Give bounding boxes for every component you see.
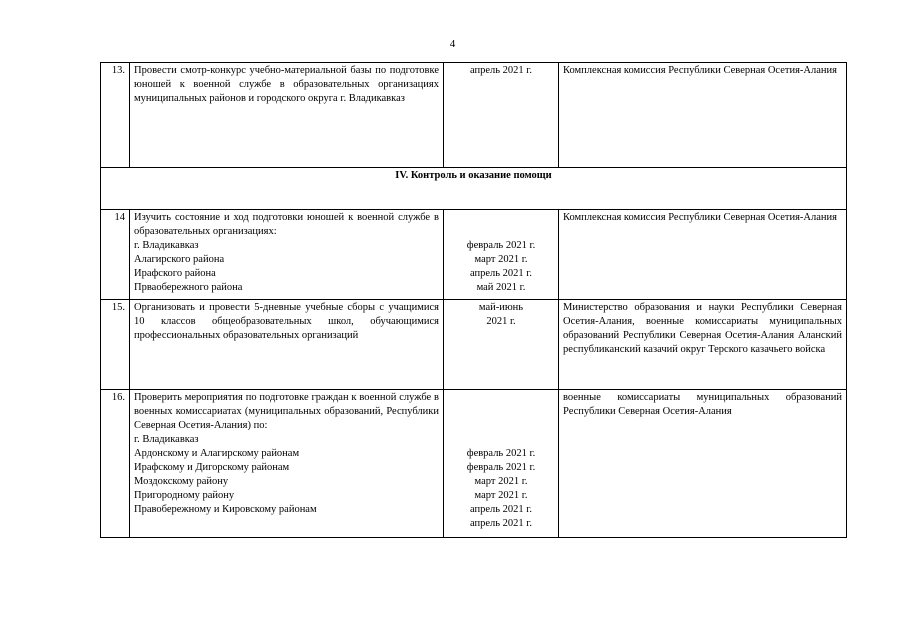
table-row-14	[101, 210, 847, 300]
page-number: 4	[449, 38, 456, 50]
date-cell	[444, 300, 559, 390]
date-item: апрель 2021 г.	[469, 268, 533, 279]
date-item: февраль 2021 г.	[466, 240, 536, 251]
date-item: апрель 2021 г.	[469, 518, 533, 529]
place-item: Ирафского района	[134, 268, 216, 279]
task-cell	[130, 390, 444, 538]
place-item: Ардонскому и Алагирскому районам	[134, 448, 300, 459]
date-cell	[444, 210, 559, 300]
task-text: Провести смотр-конкурс учебно-материальной базы по подготовке юношей к военной службе в образовательных организациях муниципальных районов и городского округа г. Владикавказ	[130, 63, 444, 168]
task-intro: Изучить состояние и ход подготовки юношей к военной службе в образовательных организациях:	[134, 212, 439, 237]
date-item: март 2021 г.	[474, 254, 528, 265]
table-row-15	[101, 300, 847, 390]
task-intro: Проверить мероприятия по подготовке граждан к военной службе в военных комиссариатах (муниципальных образований, Республики Северная Осетия-Алания) по:	[134, 392, 439, 431]
place-item: г. Владикавказ	[134, 434, 199, 445]
plan-table	[100, 62, 847, 538]
date-item: май 2021 г.	[476, 282, 526, 293]
table-row-13	[101, 63, 847, 168]
date-item: апрель 2021 г.	[469, 504, 533, 515]
date-item: 2021 г.	[486, 316, 516, 327]
place-item: г. Владикавказ	[134, 240, 199, 251]
date-text: апрель 2021 г.	[444, 63, 559, 168]
responsible-text: Министерство образования и науки Республики Северная Осетия-Алания, военные комиссариаты муниципальных образований Республики Северная Осетия-Алания Аланский республиканский казачий округ Терского казачьего войска	[559, 300, 847, 390]
place-item: Пригородному району	[134, 490, 235, 501]
task-text: Организовать и провести 5-дневные учебные сборы с учащимися 10 классов общеобразовательных школ, обучающимися профессиональных образовательных организаций	[130, 300, 444, 390]
task-cell	[130, 210, 444, 300]
row-number: 14	[101, 210, 130, 300]
place-item: Ирафскому и Дигорскому районам	[134, 462, 290, 473]
date-item: май-июнь	[478, 302, 524, 313]
section-title: IV. Контроль и оказание помощи	[101, 168, 847, 210]
place-item: Моздокскому району	[134, 476, 229, 487]
date-item: март 2021 г.	[474, 476, 528, 487]
responsible-text: военные комиссариаты муниципальных образований Республики Северная Осетия-Алания	[559, 390, 847, 538]
row-number: 16.	[101, 390, 130, 538]
date-item: февраль 2021 г.	[466, 462, 536, 473]
place-item: Алагирского района	[134, 254, 225, 265]
responsible-text: Комплексная комиссия Республики Северная Осетия-Алания	[559, 63, 847, 168]
date-item: февраль 2021 г.	[466, 448, 536, 459]
date-item: март 2021 г.	[474, 490, 528, 501]
section-header-row	[101, 168, 847, 210]
table-row-16	[101, 390, 847, 538]
place-item: Правобережному и Кировскому районам	[134, 504, 317, 515]
place-item: Прваобережного района	[134, 282, 243, 293]
row-number: 15.	[101, 300, 130, 390]
responsible-text: Комплексная комиссия Республики Северная Осетия-Алания	[559, 210, 847, 300]
row-number: 13.	[101, 63, 130, 168]
date-cell	[444, 390, 559, 538]
